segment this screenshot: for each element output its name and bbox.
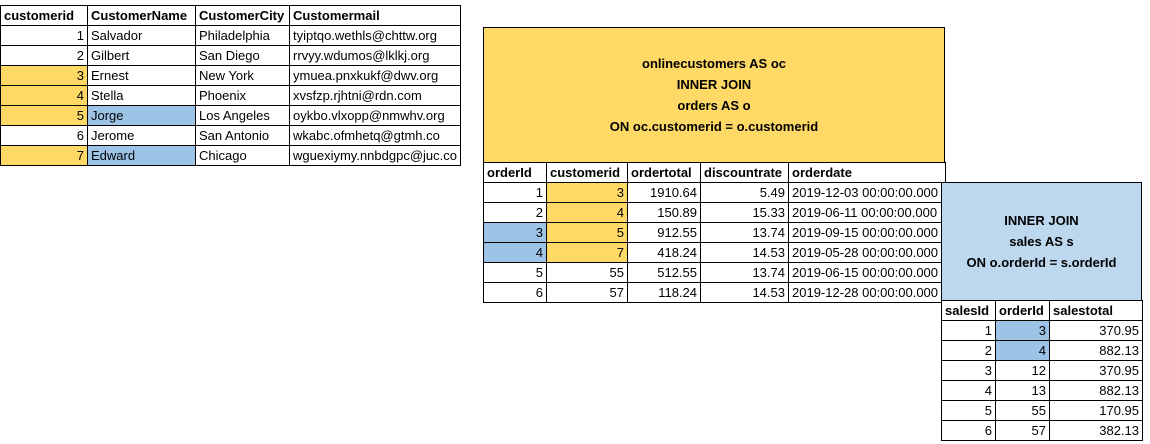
table-cell: 12 xyxy=(996,361,1050,381)
table-cell: Philadelphia xyxy=(196,26,290,46)
column-header: salestotal xyxy=(1050,301,1143,321)
join-note-customers-orders xyxy=(483,27,945,163)
column-header: orderId xyxy=(484,163,547,183)
table-cell: 6 xyxy=(942,421,996,441)
table-cell: 3 xyxy=(996,321,1050,341)
table-row xyxy=(1,46,461,66)
table-cell: 13.74 xyxy=(701,263,789,283)
table-cell: tyiptqo.wethls@chttw.org xyxy=(290,26,461,46)
table-cell: 5 xyxy=(942,401,996,421)
table-cell: Stella xyxy=(88,86,196,106)
table-cell: Chicago xyxy=(196,146,290,166)
table-row xyxy=(484,203,946,223)
table-cell: New York xyxy=(196,66,290,86)
table-header-row xyxy=(484,163,946,183)
table-cell: Salvador xyxy=(88,26,196,46)
note-line: INNER JOIN xyxy=(676,77,752,92)
table-cell: 5.49 xyxy=(701,183,789,203)
table-cell: 7 xyxy=(1,146,88,166)
table-cell: 2019-12-03 00:00:00.000 xyxy=(789,183,946,203)
table-cell: rrvyy.wdumos@lklkj.org xyxy=(290,46,461,66)
table-cell: Ernest xyxy=(88,66,196,86)
column-header: customerid xyxy=(1,6,88,26)
table-cell: 2 xyxy=(1,46,88,66)
table-cell: 382.13 xyxy=(1050,421,1143,441)
table-cell: Edward xyxy=(88,146,196,166)
table-cell: 5 xyxy=(484,263,547,283)
table-cell: 2019-12-28 00:00:00.000 xyxy=(789,283,946,303)
table-row xyxy=(942,401,1143,421)
table-cell: 5 xyxy=(547,223,628,243)
table-row xyxy=(942,381,1143,401)
table-row xyxy=(484,223,946,243)
table-cell: 55 xyxy=(996,401,1050,421)
table-cell: 14.53 xyxy=(701,243,789,263)
table-row xyxy=(1,86,461,106)
note-line: onlinecustomers AS oc xyxy=(642,56,786,71)
note-line: ON oc.customerid = o.customerid xyxy=(609,119,819,134)
customers-table xyxy=(0,5,461,166)
table-header-row xyxy=(1,6,461,26)
table-cell: Los Angeles xyxy=(196,106,290,126)
table-cell: 6 xyxy=(1,126,88,146)
table-cell: 4 xyxy=(996,341,1050,361)
table-cell: wkabc.ofmhetq@gtmh.co xyxy=(290,126,461,146)
table-cell: Gilbert xyxy=(88,46,196,66)
table-cell: 4 xyxy=(942,381,996,401)
table-cell: 150.89 xyxy=(628,203,701,223)
table-cell: 2 xyxy=(484,203,547,223)
table-row xyxy=(484,283,946,303)
table-cell: 15.33 xyxy=(701,203,789,223)
table-cell: 57 xyxy=(547,283,628,303)
table-cell: Jorge xyxy=(88,106,196,126)
table-cell: 57 xyxy=(996,421,1050,441)
table-cell: ymuea.pnxkukf@dwv.org xyxy=(290,66,461,86)
table-cell: San Antonio xyxy=(196,126,290,146)
table-cell: 1 xyxy=(484,183,547,203)
table-cell: 3 xyxy=(1,66,88,86)
table-row xyxy=(484,243,946,263)
table-row xyxy=(942,361,1143,381)
note-line: orders AS o xyxy=(677,98,751,113)
table-cell: oykbo.vlxopp@nmwhv.org xyxy=(290,106,461,126)
table-row xyxy=(1,66,461,86)
table-cell: 6 xyxy=(484,283,547,303)
table-cell: 2019-09-15 00:00:00.000 xyxy=(789,223,946,243)
table-cell: 170.95 xyxy=(1050,401,1143,421)
column-header: CustomerName xyxy=(88,6,196,26)
table-cell: 2 xyxy=(942,341,996,361)
column-header: orderId xyxy=(996,301,1050,321)
table-row xyxy=(942,341,1143,361)
table-cell: 1 xyxy=(1,26,88,46)
table-cell: Jerome xyxy=(88,126,196,146)
table-cell: 3 xyxy=(547,183,628,203)
table-cell: 14.53 xyxy=(701,283,789,303)
join-note-sales xyxy=(941,182,1142,301)
table-cell: 118.24 xyxy=(628,283,701,303)
table-cell: 882.13 xyxy=(1050,381,1143,401)
note-line: ON o.orderId = s.orderId xyxy=(966,255,1117,270)
table-cell: 2019-06-15 00:00:00.000 xyxy=(789,263,946,283)
table-row xyxy=(484,183,946,203)
column-header: discountrate xyxy=(701,163,789,183)
column-header: ordertotal xyxy=(628,163,701,183)
table-cell: 2019-05-28 00:00:00.000 xyxy=(789,243,946,263)
table-cell: 912.55 xyxy=(628,223,701,243)
table-cell: 7 xyxy=(547,243,628,263)
table-row xyxy=(1,126,461,146)
note-line: INNER JOIN xyxy=(1004,213,1079,228)
table-cell: 370.95 xyxy=(1050,321,1143,341)
table-cell: 512.55 xyxy=(628,263,701,283)
table-cell: 4 xyxy=(1,86,88,106)
table-cell: xvsfzp.rjhtni@rdn.com xyxy=(290,86,461,106)
table-row xyxy=(484,263,946,283)
table-cell: 882.13 xyxy=(1050,341,1143,361)
table-cell: 1 xyxy=(942,321,996,341)
table-header-row xyxy=(942,301,1143,321)
table-cell: 13 xyxy=(996,381,1050,401)
table-row xyxy=(942,321,1143,341)
table-cell: 5 xyxy=(1,106,88,126)
table-cell: San Diego xyxy=(196,46,290,66)
column-header: CustomerCity xyxy=(196,6,290,26)
table-row xyxy=(1,146,461,166)
column-header: customerid xyxy=(547,163,628,183)
table-row xyxy=(1,26,461,46)
table-cell: 1910.64 xyxy=(628,183,701,203)
table-cell: 2019-06-11 00:00:00.000 xyxy=(789,203,946,223)
table-cell: 3 xyxy=(484,223,547,243)
table-row xyxy=(942,421,1143,441)
table-cell: Phoenix xyxy=(196,86,290,106)
table-cell: 418.24 xyxy=(628,243,701,263)
table-cell: 55 xyxy=(547,263,628,283)
table-cell: 370.95 xyxy=(1050,361,1143,381)
table-cell: 4 xyxy=(547,203,628,223)
column-header: Customermail xyxy=(290,6,461,26)
column-header: salesId xyxy=(942,301,996,321)
table-cell: 3 xyxy=(942,361,996,381)
column-header: orderdate xyxy=(789,163,946,183)
table-cell: 4 xyxy=(484,243,547,263)
orders-table xyxy=(483,162,946,303)
table-cell: wguexiymy.nnbdgpc@juc.co xyxy=(290,146,461,166)
sales-table xyxy=(941,300,1143,441)
note-line: sales AS s xyxy=(1009,234,1074,249)
table-cell: 13.74 xyxy=(701,223,789,243)
table-row xyxy=(1,106,461,126)
